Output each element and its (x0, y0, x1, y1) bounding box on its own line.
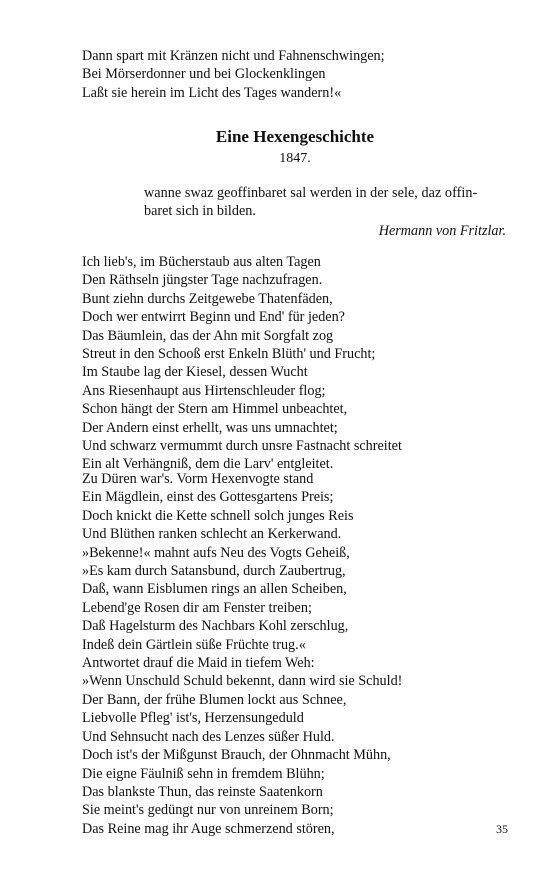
verse-line: Liebvolle Pfleg' ist's, Herzensungeduld (82, 710, 304, 727)
stanza-1 (82, 253, 522, 474)
verse-line: Und Sehnsucht nach des Lenzes süßer Huld. (82, 728, 335, 745)
epigraph-author: Hermann von Fritzlar. (378, 222, 506, 239)
verse-line: Der Andern einst erhellt, was uns umnachtet; (82, 419, 338, 436)
verse-line: Daß, wann Eisblumen rings an allen Scheiben, (82, 581, 347, 598)
poem-year: 1847. (279, 151, 311, 166)
verse-line: Ich lieb's, im Bücherstaub aus alten Tagen (82, 254, 321, 270)
verse-line: »Es kam durch Satansbund, durch Zaubertrug, (82, 563, 346, 580)
verse-line: Bunt ziehn durchs Zeitgewebe Thatenfäden, (82, 290, 333, 307)
epigraph-line: wanne swaz geoffinbaret sal werden in der sele, daz offin- (144, 185, 478, 201)
verse-line: Zu Düren war's. Vorm Hexenvogte stand (82, 471, 314, 487)
verse-line: Doch ist's der Mißgunst Brauch, der Ohnmacht Mühn, (82, 747, 391, 764)
verse-line: Das Reine mag ihr Auge schmerzend stören, (82, 820, 335, 837)
verse-line: Ein alt Verhängniß, dem die Larv' entgleitet. (82, 456, 334, 473)
verse-line: Bei Mörserdonner und bei Glockenklingen (82, 66, 326, 83)
epigraph-line: baret sich in bilden. (144, 203, 256, 220)
verse-line: Das blankste Thun, das reinste Saatenkorn (82, 783, 323, 800)
verse-line: Schon hängt der Stern am Himmel unbeachtet, (82, 401, 348, 418)
verse-line: Indeß dein Gärtlein süße Früchte trug.« (82, 636, 306, 653)
verse-line: »Bekenne!« mahnt aufs Neu des Vogts Geheiß, (82, 544, 350, 561)
verse-line: Streut in den Schooß erst Enkeln Blüth' und Frucht; (82, 346, 376, 363)
verse-line: Und Blüthen ranken schlecht an Kerkerwand. (82, 526, 342, 543)
verse-line: Sie meint's gedüngt nur von unreinem Born; (82, 802, 334, 819)
verse-line: Dann spart mit Kränzen nicht und Fahnenschwingen; (82, 48, 385, 64)
verse-line: Ein Mägdlein, einst des Gottesgartens Preis; (82, 489, 334, 506)
verse-line: Und schwarz vermummt durch unsre Fastnacht schreitet (82, 438, 402, 455)
page-number: 35 (496, 822, 508, 836)
verse-line: Doch wer entwirrt Beginn und End' für jeden? (82, 309, 345, 326)
verse-line: Daß Hagelsturm des Nachbars Kohl zerschlug, (82, 618, 349, 635)
verse-line: Im Staube lag der Kiesel, dessen Wucht (82, 364, 308, 381)
verse-line: Den Räthseln jüngster Tage nachzufragen. (82, 272, 323, 289)
verse-line: Doch knickt die Kette schnell solch junges Reis (82, 507, 354, 524)
verse-line: »Wenn Unschuld Schuld bekennt, dann wird sie Schuld! (82, 673, 403, 690)
verse-line: Das Bäumlein, das der Ahn mit Sorgfalt zog (82, 327, 334, 344)
verse-line: Lebend'ge Rosen dir am Fenster treiben; (82, 599, 312, 616)
intro-verse (82, 47, 522, 102)
stanza-2 (82, 470, 522, 838)
epigraph (144, 184, 506, 240)
verse-line: Die eigne Fäulniß sehn in fremdem Blühn; (82, 765, 325, 782)
verse-line: Der Bann, der frühe Blumen lockt aus Schnee, (82, 691, 347, 708)
verse-line: Ans Riesenhaupt aus Hirtenschleuder flog; (82, 382, 326, 399)
verse-line: Laßt sie herein im Licht des Tages wandern!« (82, 84, 342, 101)
poem-title: Eine Hexengeschichte (215, 127, 375, 146)
verse-line: Antwortet drauf die Maid in tiefem Weh: (82, 655, 315, 672)
